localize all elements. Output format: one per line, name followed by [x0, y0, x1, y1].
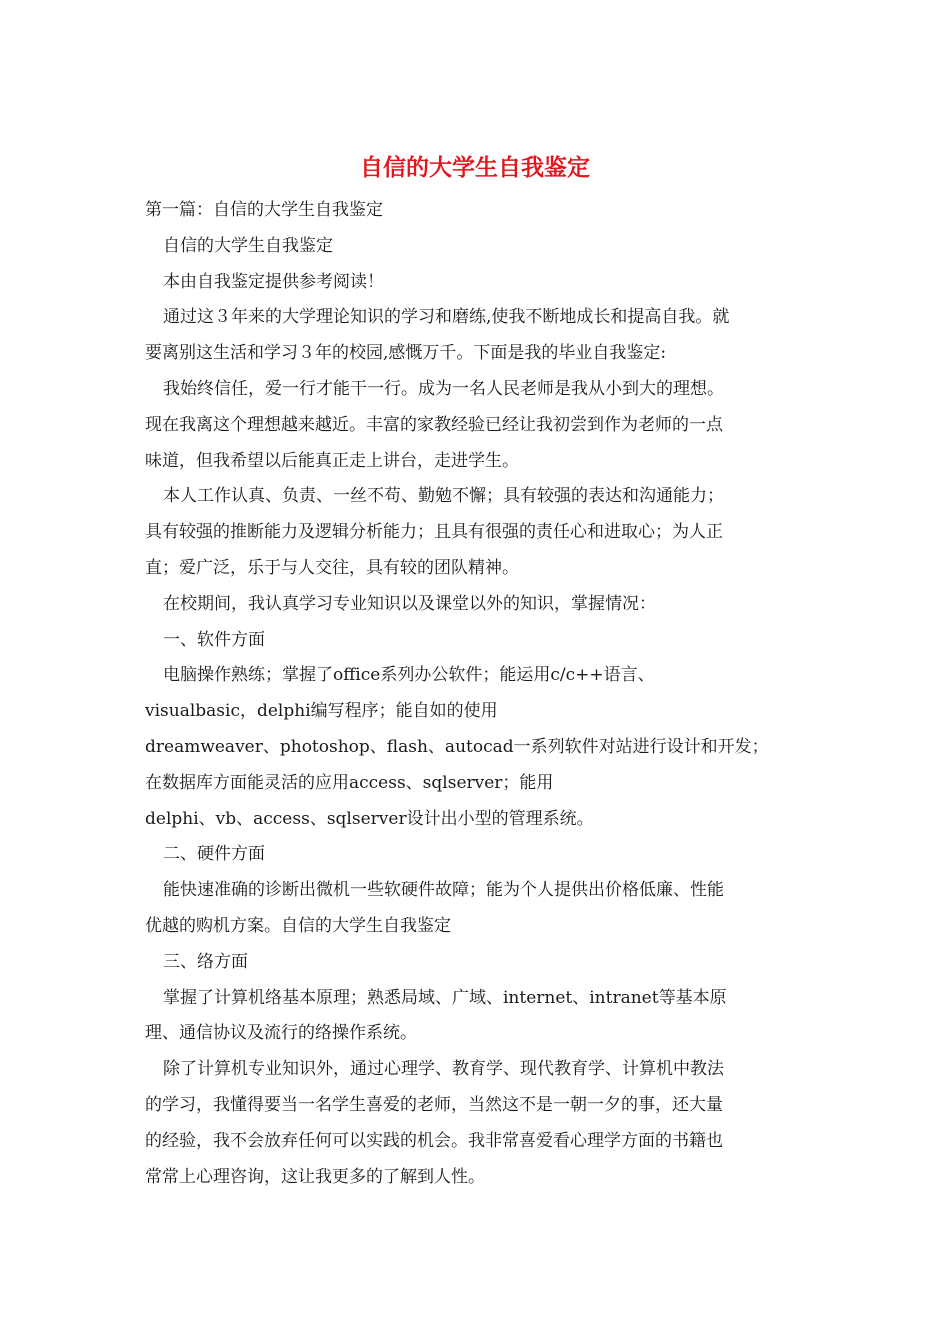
text-line: 除了计算机专业知识外，通过心理学、教育学、现代教育学、计算机中教法 [163, 1059, 724, 1080]
section-heading: 一、软件方面 [163, 629, 265, 650]
text-line: 的经验，我不会放弃任何可以实践的机会。我非常喜爱看心理学方面的书籍也 [145, 1130, 723, 1151]
text-line: visualbasic，delphi编写程序；能自如的使用 [145, 701, 498, 722]
document-title: 自信的大学生自我鉴定 [360, 154, 590, 181]
document-body [145, 193, 807, 1195]
text-line: 我始终信任，爱一行才能干一行。成为一名人民老师是我从小到大的理想。 [163, 378, 724, 399]
text-line: 能快速准确的诊断出微机一些软硬件故障；能为个人提供出价格低廉、性能 [163, 880, 724, 901]
text-line: 自信的大学生自我鉴定 [163, 235, 333, 256]
text-line: 直；爱广泛，乐于与人交往，具有较的团队精神。 [145, 557, 519, 578]
text-line: 味道，但我希望以后能真正走上讲台，走进学生。 [145, 450, 519, 471]
text-line: 的学习，我懂得要当一名学生喜爱的老师，当然这不是一朝一夕的事，还大量 [145, 1094, 723, 1115]
text-line: 第一篇：自信的大学生自我鉴定 [145, 200, 383, 220]
text-line: 要离别这生活和学习３年的校园,感慨万千。下面是我的毕业自我鉴定: [145, 343, 667, 364]
text-line: 在数据库方面能灵活的应用access、sqlserver；能用 [145, 772, 554, 793]
text-line: 现在我离这个理想越来越近。丰富的家教经验已经让我初尝到作为老师的一点 [145, 414, 723, 435]
text-line: 本由自我鉴定提供参考阅读！ [163, 271, 384, 292]
text-line: 在校期间，我认真学习专业知识以及课堂以外的知识，掌握情况： [163, 593, 656, 614]
text-line: 理、通信协议及流行的络操作系统。 [145, 1023, 417, 1044]
text-line: 掌握了计算机络基本原理；熟悉局域、广域、internet、intranet等基本原 [163, 987, 727, 1008]
section-heading: 二、硬件方面 [163, 844, 265, 865]
text-line: 电脑操作熟练；掌握了office系列办公软件；能运用c/c++语言、 [163, 665, 655, 686]
text-line: 本人工作认真、负责、一丝不苟、勤勉不懈；具有较强的表达和沟通能力； [163, 486, 724, 507]
text-line: dreamweaver、photoshop、flash、autocad一系列软件对站进行设计和开发； [145, 736, 769, 757]
text-line: 优越的购机方案。自信的大学生自我鉴定 [145, 915, 451, 936]
text-line: 具有较强的推断能力及逻辑分析能力；且具有很强的责任心和进取心；为人正 [145, 522, 723, 543]
text-line: delphi、vb、access、sqlserver设计出小型的管理系统。 [145, 808, 594, 829]
section-heading: 三、络方面 [163, 951, 248, 972]
text-line: 通过这３年来的大学理论知识的学习和磨练,使我不断地成长和提高自我。就 [163, 307, 730, 328]
text-line: 常常上心理咨询，这让我更多的了解到人性。 [145, 1166, 485, 1187]
